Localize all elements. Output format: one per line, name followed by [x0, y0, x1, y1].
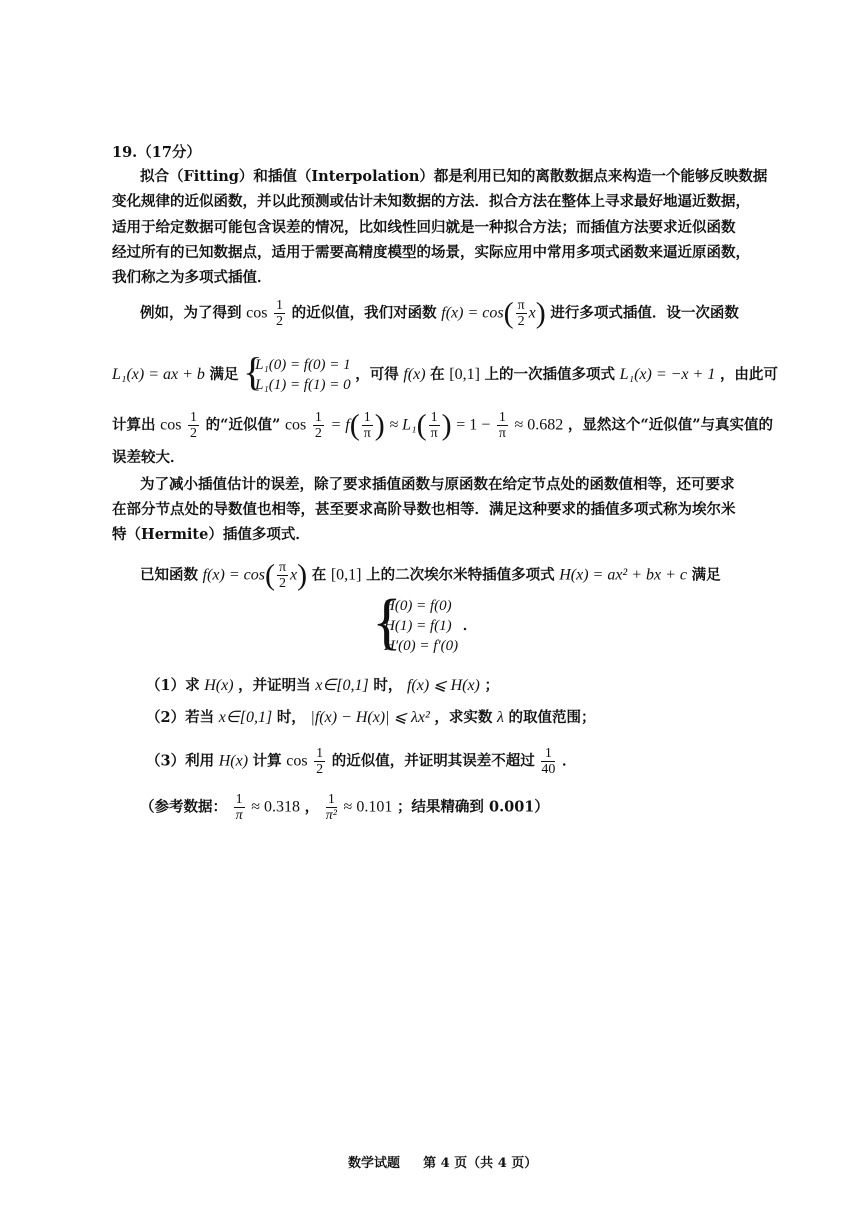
domain-cond: x∈[0,1] — [315, 677, 369, 694]
fraction-one-half — [314, 746, 325, 777]
numerator: 1 — [235, 792, 243, 807]
intro-line-2: 变化规律的近似函数，并以此预测或估计未知数据的方法．拟合方法在整体上寻求最好地逼近数据， — [112, 193, 750, 210]
text: 时， — [373, 677, 403, 694]
hx: H(x) — [204, 677, 234, 694]
condition-1: L₁(0) = f(0) = 1 — [255, 357, 351, 373]
example-line-1: 例如，为了得到 cos $\frac{1}{2}$ 的近似值，我们对函数 f(x) = cos( $\frac{\pi}{2}$ x) 进行多项式插值．设一次函数 — [140, 296, 739, 330]
example-line-2 — [112, 349, 778, 395]
function-f: f(x) — [403, 366, 426, 383]
denominator: 2 — [276, 314, 284, 329]
footer-subject: 数学试题 — [348, 1156, 401, 1171]
equals-f: = f — [330, 416, 350, 434]
example-line-3: 计算出 cos $\frac{1}{2}$ 的“近似值” cos $\frac{1}{2}$ = f( $\frac{1}{\pi}$ ) ≈ L₁( $\frac{1}{\pi}$ ) = 1 − $\frac{1}{\pi}$ ≈ 0.682 ，显然这个“近似值”与真实值的 — [112, 408, 774, 442]
numerator: 1 — [363, 410, 371, 425]
text: 上的二次埃尔米特插值多项式 — [366, 566, 555, 584]
condition-3: H′(0) = f′(0) — [384, 638, 459, 654]
fraction-one-half — [274, 298, 285, 329]
function-f: f(x) = cos — [202, 566, 265, 584]
text: 上的一次插值多项式 — [484, 366, 615, 383]
hermite-polynomial: H(x) = ax² + bx + c — [559, 566, 688, 584]
text: 计算 — [252, 752, 282, 770]
interval: [0,1] — [330, 566, 362, 584]
text: 在 — [430, 366, 445, 383]
denominator: 2 — [316, 762, 324, 777]
intro-line-5: 我们称之为多项式插值． — [112, 269, 272, 286]
numerator: 1 — [276, 298, 284, 313]
text: （3）利用 — [146, 752, 215, 770]
linear-result: L₁(x) = −x + 1 — [619, 366, 716, 383]
text: 的取值范围； — [508, 709, 596, 726]
fraction-one-half — [313, 410, 324, 441]
text: 的“近似值” — [205, 416, 281, 434]
text: 的近似值，我们对函数 — [291, 304, 437, 322]
fraction-one-pi-squared — [326, 792, 337, 823]
condition-2: H(1) = f(1) — [384, 618, 452, 634]
example-line-4: 误差较大． — [112, 449, 185, 466]
fraction-one-fortieth — [541, 746, 555, 777]
denominator: π — [235, 808, 243, 823]
denominator: 2 — [278, 576, 286, 591]
text: 计算出 — [112, 416, 156, 434]
denominator: π² — [325, 808, 337, 823]
numerator: 1 — [541, 746, 555, 762]
fraction-pi-half — [277, 560, 288, 591]
text: ，显然这个“近似值”与真实值的 — [567, 416, 774, 434]
one-minus: = 1 − — [456, 416, 491, 434]
text: ． — [562, 752, 577, 770]
question-3 — [146, 746, 577, 777]
text: ；结果精确到 0.001） — [396, 798, 549, 816]
text: 的近似值，并证明其误差不超过 — [331, 752, 535, 770]
separator: ， — [304, 798, 320, 816]
value-2: ≈ 0.101 — [343, 798, 393, 816]
numerator: 1 — [190, 410, 198, 425]
lambda: λ — [496, 709, 504, 726]
period: ． — [462, 617, 478, 634]
numerator: 1 — [430, 410, 438, 425]
text: 满足 — [209, 366, 239, 383]
inequality: f(x) ⩽ H(x) — [406, 677, 480, 694]
linear-conditions: { L₁(0) = f(0) = 1 L₁(1) = f(1) = 0 — [243, 349, 351, 394]
reference-data — [140, 792, 549, 823]
text: ，求实数 — [434, 709, 493, 726]
numerator: π — [517, 298, 525, 313]
linear-function: L₁(x) = ax + b — [112, 366, 205, 383]
hx: H(x) — [218, 752, 249, 770]
domain-cond: x∈[0,1] — [218, 709, 273, 726]
intro-line-3: 适用于给定数据可能包含误差的情况，比如线性回归就是一种拟合方法；而插值方法要求近似函数 — [112, 219, 736, 236]
hermite-conditions — [372, 588, 478, 656]
hermite-line-2: 在部分节点处的导数值也相等，甚至要求高阶导数也相等．满足这种要求的插值多项式称为埃尔米 — [112, 501, 736, 518]
denominator: 40 — [541, 762, 556, 777]
footer — [348, 1152, 537, 1176]
fraction-one-half — [188, 410, 199, 441]
denominator: π — [430, 426, 438, 441]
condition-1: H(0) = f(0) — [384, 598, 452, 614]
intro-line-4: 经过所有的已知数据点，适用于需要高精度模型的场景，实际应用中常用多项式函数来逼近原函数， — [112, 244, 750, 261]
numerator: 1 — [326, 792, 337, 808]
approx-value: ≈ 0.682 — [514, 416, 564, 434]
intro-line-1: 拟合（Fitting）和插值（Interpolation）都是利用已知的离散数据点来构造一个能够反映数据 — [140, 168, 768, 185]
text: ，并证明当 — [238, 677, 311, 694]
hermite-line-3: 特（Hermite）插值多项式． — [112, 526, 310, 543]
denominator: π — [498, 426, 506, 441]
denominator: 2 — [314, 426, 322, 441]
numerator: 1 — [316, 746, 324, 761]
question-number: 19.（17分） — [112, 144, 201, 161]
text: ； — [484, 677, 499, 694]
fraction-one-pi — [429, 410, 440, 441]
text: 在 — [311, 566, 327, 584]
fraction-pi-half — [516, 298, 527, 329]
fraction-one-pi — [362, 410, 373, 441]
text: 进行多项式插值．设一次函数 — [550, 304, 739, 322]
text: 已知函数 — [140, 566, 198, 584]
footer-page-number: 第 4 页（共 4 页） — [423, 1156, 538, 1171]
question-2 — [146, 706, 596, 730]
condition-2: L₁(1) = f(1) = 0 — [255, 377, 351, 393]
approx-L1: ≈ L₁ — [389, 416, 417, 434]
cos-label: cos — [246, 304, 268, 322]
text: ，可得 — [355, 366, 399, 383]
denominator: 2 — [517, 314, 525, 329]
fraction-one-pi — [234, 792, 245, 823]
hermite-line-1: 为了减小插值估计的误差，除了要求插值函数与原函数在给定节点处的函数值相等，还可要求 — [140, 476, 735, 493]
cos-label: cos — [284, 416, 307, 434]
fraction-one-pi — [497, 410, 508, 441]
given-line: 已知函数 f(x) = cos( $\frac{\pi}{2}$ x) 在 [0,1] 上的二次埃尔米特插值多项式 H(x) = ax² + bx + c 满足 — [140, 558, 721, 592]
var-x: x — [290, 566, 298, 584]
var-x: x — [528, 304, 536, 322]
numerator: 1 — [314, 410, 322, 425]
interval: [0,1] — [449, 366, 480, 383]
text: （参考数据： — [140, 798, 227, 816]
denominator: π — [363, 426, 371, 441]
value-1: ≈ 0.318 — [251, 798, 300, 816]
text: 例如，为了得到 — [140, 304, 242, 322]
denominator: 2 — [190, 426, 198, 441]
numerator: 1 — [498, 410, 506, 425]
text: 时， — [276, 709, 306, 726]
cos-label: cos — [286, 752, 308, 770]
text: （2）若当 — [146, 709, 215, 726]
condition-system: { H(0) = f(0) H(1) = f(1) H′(0) = f′(0) — [372, 588, 459, 656]
inequality: |f(x) − H(x)| ⩽ λx² — [310, 709, 430, 726]
numerator: π — [278, 560, 287, 575]
text: ，由此可 — [719, 366, 778, 383]
function-f: f(x) = cos — [441, 304, 504, 322]
cos-label: cos — [160, 416, 182, 434]
text: （1）求 — [146, 677, 200, 694]
text: 满足 — [691, 566, 721, 584]
question-1 — [146, 674, 499, 698]
